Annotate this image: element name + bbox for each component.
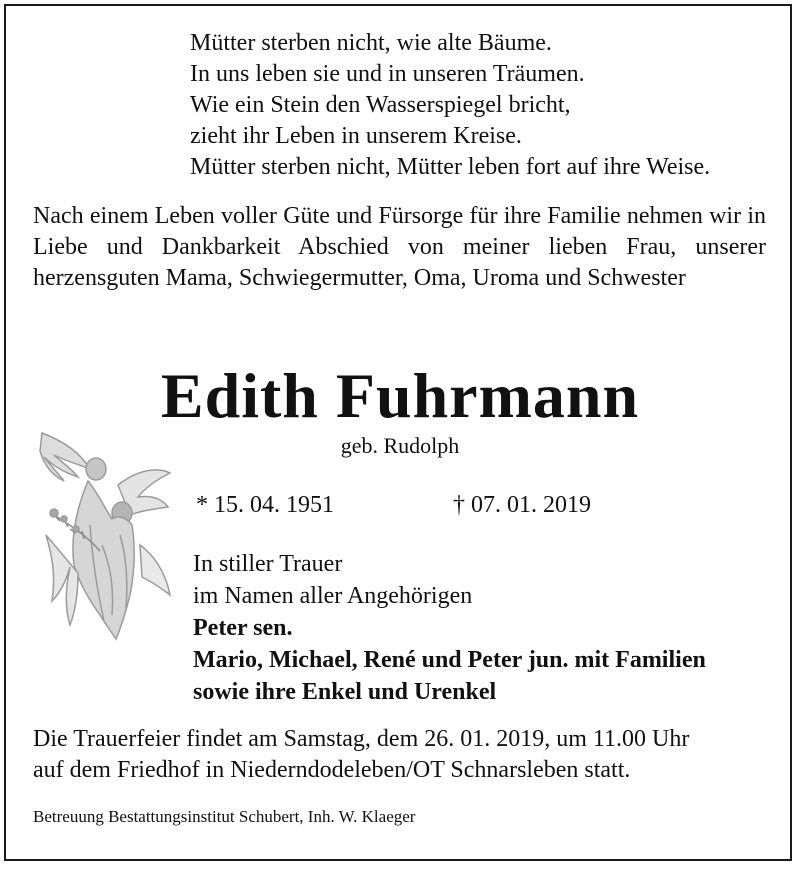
- death-date: † 07. 01. 2019: [453, 492, 591, 518]
- poem-line: In uns leben sie und in unseren Träumen.: [190, 61, 585, 87]
- poem: [190, 28, 710, 183]
- mourner-name: Peter sen.: [193, 615, 293, 641]
- poem-line: Mütter sterben nicht, wie alte Bäume.: [190, 30, 552, 56]
- maiden-name: geb. Rudolph: [340, 433, 460, 458]
- mourners-block: [193, 548, 706, 708]
- ceremony-line: auf dem Friedhof in Niederndodeleben/OT Schnarsleben statt.: [33, 757, 631, 783]
- poem-line: zieht ihr Leben in unserem Kreise.: [190, 123, 522, 149]
- deceased-name: Edith Fuhrmann: [160, 360, 640, 431]
- poem-line: Wie ein Stein den Wasserspiegel bricht,: [190, 92, 571, 118]
- angel-illustration-icon: [30, 425, 175, 645]
- poem-line: Mütter sterben nicht, Mütter leben fort auf ihre Weise.: [190, 154, 711, 180]
- mourner-name: Mario, Michael, René und Peter jun. mit Familien: [193, 647, 706, 673]
- ceremony-info: [33, 724, 689, 786]
- mourning-line: In stiller Trauer: [193, 551, 343, 577]
- intro-paragraph: Nach einem Leben voller Güte und Fürsorge für ihre Familie nehmen wir in Liebe und Dankbarkeit Abschied von meiner lieben Frau, unserer herzensguten Mama, Schwiegermutter, Oma, Uroma und Schwester: [33, 203, 766, 291]
- mourning-line: im Namen aller Angehörigen: [193, 583, 473, 609]
- mourner-name: sowie ihre Enkel und Urenkel: [193, 679, 497, 705]
- ceremony-line: Die Trauerfeier findet am Samstag, dem 26. 01. 2019, um 11.00 Uhr: [33, 726, 690, 752]
- funeral-home-credit: Betreuung Bestattungsinstitut Schubert, Inh. W. Klaeger: [33, 807, 416, 826]
- birth-date: * 15. 04. 1951: [196, 492, 334, 518]
